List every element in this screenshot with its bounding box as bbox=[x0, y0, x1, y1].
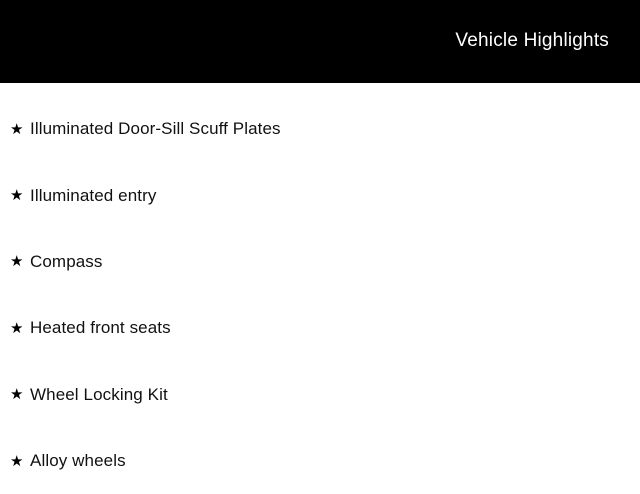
list-item bbox=[0, 162, 640, 228]
list-item-label: Compass bbox=[30, 251, 103, 271]
list-item bbox=[0, 96, 640, 162]
star-icon: ★ bbox=[10, 120, 24, 138]
page-title: Vehicle Highlights bbox=[455, 30, 609, 51]
star-icon: ★ bbox=[10, 386, 24, 404]
star-icon: ★ bbox=[10, 452, 24, 470]
star-icon: ★ bbox=[10, 253, 24, 271]
star-icon: ★ bbox=[10, 319, 24, 337]
list-item bbox=[0, 295, 640, 361]
list-item bbox=[0, 428, 640, 494]
list-item-label: Illuminated entry bbox=[30, 185, 157, 205]
list-item-label: Illuminated Door-Sill Scuff Plates bbox=[30, 119, 281, 139]
page-header bbox=[0, 0, 640, 83]
list-item-label: Wheel Locking Kit bbox=[30, 384, 168, 404]
vehicle-highlights-list bbox=[0, 96, 640, 494]
list-item-label: Alloy wheels bbox=[30, 451, 126, 471]
star-icon: ★ bbox=[10, 187, 24, 205]
list-item-label: Heated front seats bbox=[30, 318, 171, 338]
list-item bbox=[0, 229, 640, 295]
list-item bbox=[0, 362, 640, 428]
